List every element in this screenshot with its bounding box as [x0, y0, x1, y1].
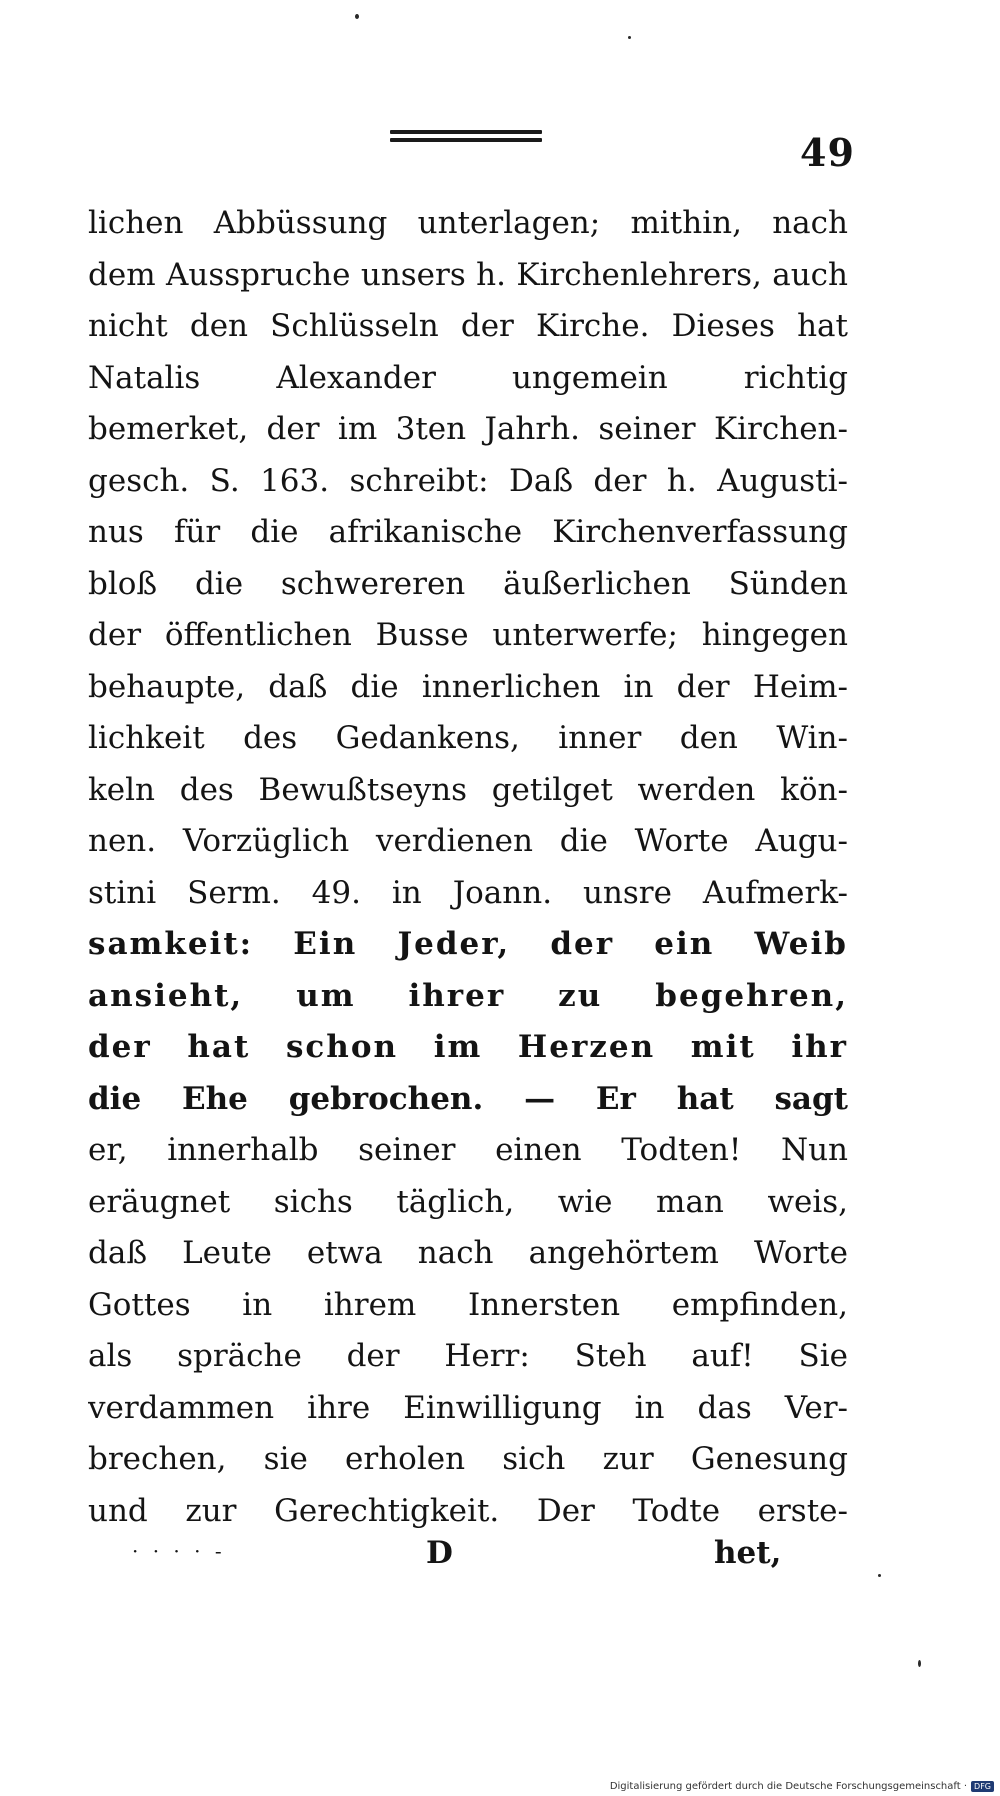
header-rule-line	[390, 130, 542, 134]
text-line: dem Ausspruche unsers h. Kirchenlehrers, auch	[88, 256, 848, 293]
digitization-credit	[610, 1781, 994, 1792]
text-line: daß Leute etwa nach angehörtem Worte	[88, 1235, 848, 1271]
text-line: nicht den Schlüsseln der Kirche. Dieses hat	[88, 308, 848, 344]
footer-marks: · · · · -	[132, 1539, 226, 1563]
text-line: samkeit: Ein Jeder, der ein Weib	[88, 926, 848, 962]
text-line: gesch. S. 163. schreibt: Daß der h. Augusti-	[88, 462, 848, 499]
text-line: bloß die schwereren äußerlichen Sünden	[88, 565, 848, 602]
header-double-rule	[390, 130, 542, 146]
text-line: verdammen ihre Einwilligung in das Ver-	[88, 1389, 848, 1426]
page-number: 49	[800, 130, 855, 175]
ink-speck	[878, 1574, 881, 1577]
text-line: keln des Bewußtseyns getilget werden kön-	[88, 771, 848, 808]
text-line: er, innerhalb seiner einen Todten! Nun	[88, 1132, 848, 1168]
text-line: nen. Vorzüglich verdienen die Worte Augu-	[88, 823, 848, 859]
text-line: der hat schon im Herzen mit ihr	[88, 1029, 848, 1065]
ink-speck	[918, 1660, 921, 1667]
ink-speck	[628, 36, 631, 39]
text-line: die Ehe gebrochen. — Er hat sagt	[88, 1080, 848, 1117]
text-line: nus für die afrikanische Kirchenverfassung	[88, 514, 848, 550]
text-line: und zur Gerechtigkeit. Der Todte erste-	[88, 1492, 848, 1529]
text-line: Natalis Alexander ungemein richtig	[88, 359, 848, 396]
ink-speck	[355, 14, 359, 19]
credit-text: Digitalisierung gefördert durch die Deutsche Forschungsgemeinschaft ·	[609, 1781, 968, 1792]
text-line: stini Serm. 49. in Joann. unsre Aufmerk-	[88, 874, 848, 911]
text-line: bemerket, der im 3ten Jahrh. seiner Kirchen-	[88, 411, 848, 447]
text-line: Gottes in ihrem Innersten empfinden,	[88, 1286, 848, 1323]
text-line: der öffentlichen Busse unterwerfe; hingegen	[88, 617, 848, 653]
text-line: eräugnet sichs täglich, wie man weis,	[88, 1183, 848, 1220]
text-line: ansieht, um ihrer zu begehren,	[88, 977, 848, 1014]
text-line: lichen Abbüssung unterlagen; mithin, nach	[88, 205, 848, 241]
header-rule-line	[390, 138, 542, 142]
page-footer	[88, 1535, 848, 1587]
dfg-logo: DFG	[971, 1781, 994, 1792]
signature-mark: D	[426, 1535, 453, 1571]
text-line: brechen, sie erholen sich zur Genesung	[88, 1441, 848, 1477]
text-line: als spräche der Herr: Steh auf! Sie	[88, 1338, 848, 1374]
catchword: het,	[714, 1535, 782, 1571]
text-line: behaupte, daß die innerlichen in der Heim-	[88, 668, 848, 705]
body-text	[88, 198, 848, 1537]
text-line: lichkeit des Gedankens, inner den Win-	[88, 720, 848, 756]
